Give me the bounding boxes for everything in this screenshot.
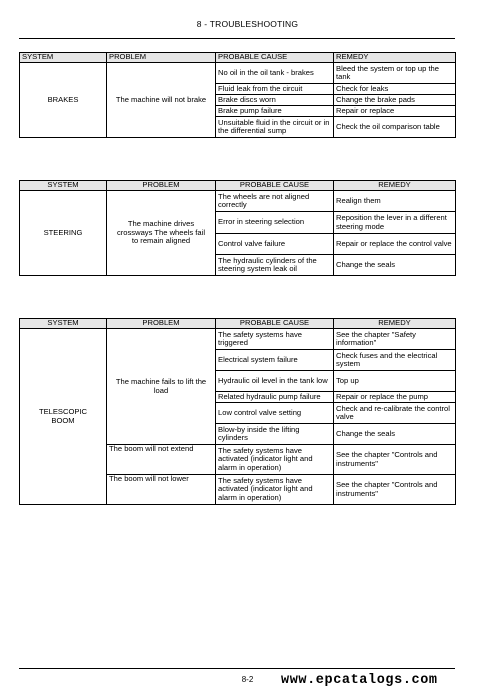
column-header-remedy: REMEDY bbox=[334, 53, 456, 63]
cause-cell: The wheels are not aligned correctly bbox=[216, 191, 334, 212]
problem-cell: The boom will not lower bbox=[107, 475, 216, 505]
system-cell: TELESCOPIC BOOM bbox=[20, 329, 107, 505]
remedy-cell: Repair or replace the control valve bbox=[334, 234, 456, 255]
steering-table bbox=[19, 180, 456, 276]
column-header-remedy: REMEDY bbox=[334, 319, 456, 329]
column-header-problem: PROBLEM bbox=[107, 319, 216, 329]
cause-cell: Control valve failure bbox=[216, 234, 334, 255]
remedy-cell: Change the seals bbox=[334, 255, 456, 276]
column-header-remedy: REMEDY bbox=[334, 181, 456, 191]
remedy-cell: Realign them bbox=[334, 191, 456, 212]
remedy-cell: Repair or replace bbox=[334, 106, 456, 117]
remedy-cell: Change the seals bbox=[334, 424, 456, 445]
cause-cell: Brake discs worn bbox=[216, 95, 334, 106]
remedy-cell: Check for leaks bbox=[334, 84, 456, 95]
table-header-row bbox=[20, 319, 456, 329]
cause-cell: The safety systems have triggered bbox=[216, 329, 334, 350]
problem-cell: The machine drives crossways The wheels fail to remain aligned bbox=[107, 191, 216, 276]
column-header-cause: PROBABLE CAUSE bbox=[216, 181, 334, 191]
problem-cell: The boom will not extend bbox=[107, 445, 216, 475]
cause-cell: Electrical system failure bbox=[216, 350, 334, 371]
footer-rule bbox=[19, 668, 455, 669]
table-header-row bbox=[20, 53, 456, 63]
table-row bbox=[20, 63, 456, 84]
table-row bbox=[20, 329, 456, 350]
column-header-problem: PROBLEM bbox=[107, 53, 216, 63]
column-header-cause: PROBABLE CAUSE bbox=[216, 319, 334, 329]
remedy-cell: Top up bbox=[334, 371, 456, 392]
table-row bbox=[20, 191, 456, 212]
problem-cell: The machine will not brake bbox=[107, 63, 216, 138]
cause-cell: No oil in the oil tank - brakes bbox=[216, 63, 334, 84]
system-cell: BRAKES bbox=[20, 63, 107, 138]
page-number: 8-2 bbox=[241, 675, 254, 684]
cause-cell: The safety systems have activated (indicator light and alarm in operation) bbox=[216, 475, 334, 505]
remedy-cell: See the chapter "Controls and instruments" bbox=[334, 475, 456, 505]
cause-cell: Hydraulic oil level in the tank low bbox=[216, 371, 334, 392]
column-header-system: SYSTEM bbox=[20, 181, 107, 191]
cause-cell: The safety systems have activated (indicator light and alarm in operation) bbox=[216, 445, 334, 475]
cause-cell: Error in steering selection bbox=[216, 212, 334, 234]
problem-cell: The machine fails to lift the load bbox=[107, 329, 216, 445]
column-header-cause: PROBABLE CAUSE bbox=[216, 53, 334, 63]
remedy-cell: Change the brake pads bbox=[334, 95, 456, 106]
page-title: 8 - TROUBLESHOOTING bbox=[196, 19, 299, 29]
brakes-table bbox=[19, 52, 456, 138]
remedy-cell: Check and re-calibrate the control valve bbox=[334, 403, 456, 424]
remedy-cell: Repair or replace the pump bbox=[334, 392, 456, 403]
cause-cell: Related hydraulic pump failure bbox=[216, 392, 334, 403]
remedy-cell: Reposition the lever in a different steering mode bbox=[334, 212, 456, 234]
telescopic-boom-table bbox=[19, 318, 456, 505]
cause-cell: Fluid leak from the circuit bbox=[216, 84, 334, 95]
remedy-cell: See the chapter "Controls and instruments" bbox=[334, 445, 456, 475]
cause-cell: Blow-by inside the lifting cylinders bbox=[216, 424, 334, 445]
remedy-cell: Check the oil comparison table bbox=[334, 117, 456, 138]
watermark-text: www.epcatalogs.com bbox=[281, 673, 438, 688]
cause-cell: The hydraulic cylinders of the steering system leak oil bbox=[216, 255, 334, 276]
remedy-cell: Bleed the system or top up the tank bbox=[334, 63, 456, 84]
cause-cell: Brake pump failure bbox=[216, 106, 334, 117]
cause-cell: Low control valve setting bbox=[216, 403, 334, 424]
header-rule bbox=[19, 38, 455, 39]
system-cell: STEERING bbox=[20, 191, 107, 276]
remedy-cell: See the chapter "Safety information" bbox=[334, 329, 456, 350]
column-header-system: SYSTEM bbox=[20, 53, 107, 63]
column-header-problem: PROBLEM bbox=[107, 181, 216, 191]
table-header-row bbox=[20, 181, 456, 191]
column-header-system: SYSTEM bbox=[20, 319, 107, 329]
remedy-cell: Check fuses and the electrical system bbox=[334, 350, 456, 371]
cause-cell: Unsuitable fluid in the circuit or in the differential sump bbox=[216, 117, 334, 138]
